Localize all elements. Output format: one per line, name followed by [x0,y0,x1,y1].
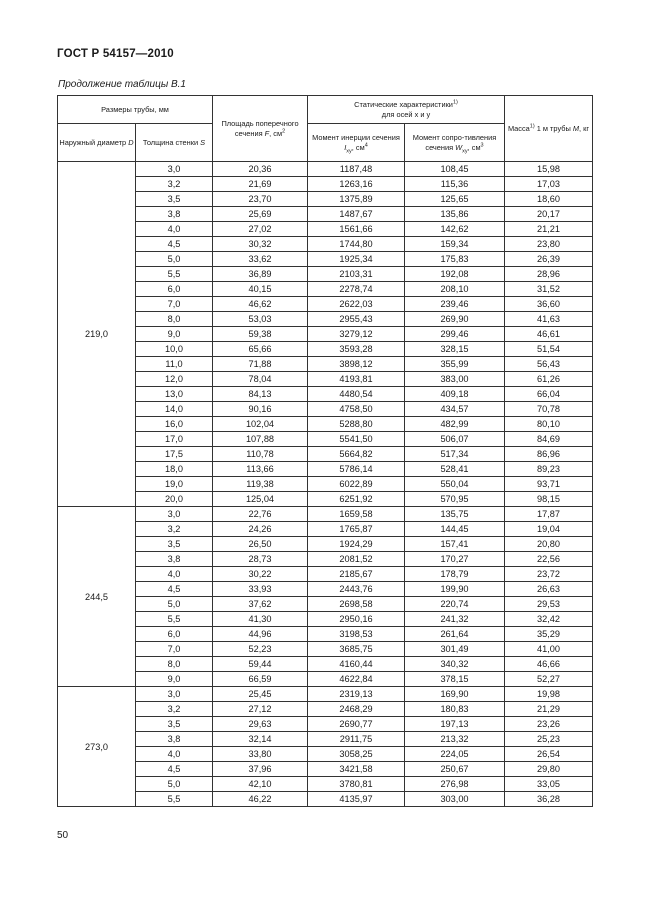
wall-thickness-cell: 19,0 [136,477,213,492]
moment-resistance-cell: 340,32 [405,657,505,672]
moment-inertia-cell: 4622,84 [308,672,405,687]
moment-inertia-cell: 1659,58 [308,507,405,522]
table-row [58,642,593,657]
area-cell: 20,36 [213,162,308,177]
mass-cell: 21,21 [505,222,593,237]
wall-thickness-cell: 9,0 [136,672,213,687]
wall-thickness-cell: 18,0 [136,462,213,477]
moment-inertia-cell: 2911,75 [308,732,405,747]
table-row [58,582,593,597]
table-row [58,552,593,567]
table-row [58,267,593,282]
area-cell: 52,23 [213,642,308,657]
wall-thickness-cell: 3,2 [136,522,213,537]
mass-cell: 15,98 [505,162,593,177]
moment-inertia-cell: 2081,52 [308,552,405,567]
moment-inertia-cell: 3279,12 [308,327,405,342]
wall-thickness-cell: 5,5 [136,792,213,807]
area-cell: 33,62 [213,252,308,267]
wall-thickness-cell: 3,2 [136,702,213,717]
wall-thickness-cell: 3,5 [136,717,213,732]
table-row [58,447,593,462]
area-cell: 125,04 [213,492,308,507]
outer-diameter-header: Наружный диаметр D [58,124,136,162]
moment-resistance-cell: 517,34 [405,447,505,462]
area-cell: 66,59 [213,672,308,687]
table-row [58,687,593,702]
mass-cell: 20,80 [505,537,593,552]
wall-thickness-cell: 8,0 [136,312,213,327]
mass-cell: 23,26 [505,717,593,732]
wall-thickness-cell: 10,0 [136,342,213,357]
moment-resistance-cell: 197,13 [405,717,505,732]
moment-resistance-cell: 208,10 [405,282,505,297]
moment-inertia-cell: 1925,34 [308,252,405,267]
wall-thickness-cell: 4,0 [136,567,213,582]
moment-inertia-cell: 3898,12 [308,357,405,372]
table-row [58,522,593,537]
moment-inertia-cell: 3421,58 [308,762,405,777]
wall-thickness-cell: 17,0 [136,432,213,447]
area-cell: 40,15 [213,282,308,297]
wall-thickness-cell: 3,8 [136,207,213,222]
area-cell: 41,30 [213,612,308,627]
mass-cell: 70,78 [505,402,593,417]
mass-cell: 66,04 [505,387,593,402]
area-cell: 46,22 [213,792,308,807]
mass-cell: 22,56 [505,552,593,567]
mass-cell: 18,60 [505,192,593,207]
moment-resistance-cell: 299,46 [405,327,505,342]
area-cell: 53,03 [213,312,308,327]
mass-cell: 46,66 [505,657,593,672]
wall-thickness-cell: 5,0 [136,252,213,267]
area-cell: 107,88 [213,432,308,447]
wall-thickness-cell: 7,0 [136,642,213,657]
moment-resistance-cell: 135,75 [405,507,505,522]
area-cell: 78,04 [213,372,308,387]
moment-inertia-cell: 2955,43 [308,312,405,327]
mass-cell: 41,63 [505,312,593,327]
moment-inertia-cell: 3058,25 [308,747,405,762]
moment-resistance-cell: 276,98 [405,777,505,792]
table-row [58,477,593,492]
moment-resistance-cell: 213,32 [405,732,505,747]
wall-thickness-cell: 9,0 [136,327,213,342]
wall-thickness-cell: 3,5 [136,537,213,552]
table-row [58,702,593,717]
wall-thickness-cell: 5,5 [136,267,213,282]
standard-number: ГОСТ Р 54157—2010 [57,48,174,60]
wall-thickness-cell: 3,0 [136,507,213,522]
mass-cell: 17,03 [505,177,593,192]
table-row [58,417,593,432]
moment-resistance-cell: 261,64 [405,627,505,642]
moment-inertia-cell: 2443,76 [308,582,405,597]
moment-resistance-cell: 482,99 [405,417,505,432]
moment-inertia-cell: 1187,48 [308,162,405,177]
area-cell: 32,14 [213,732,308,747]
moment-inertia-cell: 4193,81 [308,372,405,387]
wall-thickness-cell: 3,8 [136,732,213,747]
moment-resistance-cell: 192,08 [405,267,505,282]
moment-resistance-cell: 115,36 [405,177,505,192]
area-cell: 36,89 [213,267,308,282]
moment-resistance-cell: 199,90 [405,582,505,597]
table-row [58,507,593,522]
table-row [58,177,593,192]
table-row [58,747,593,762]
moment-inertia-cell: 5288,80 [308,417,405,432]
mass-cell: 84,69 [505,432,593,447]
table-row [58,777,593,792]
table-row [58,297,593,312]
moment-inertia-cell: 6251,92 [308,492,405,507]
wall-thickness-cell: 11,0 [136,357,213,372]
moment-resistance-cell: 239,46 [405,297,505,312]
table-row [58,717,593,732]
mass-cell: 26,54 [505,747,593,762]
moment-resistance-cell: 378,15 [405,672,505,687]
area-cell: 113,66 [213,462,308,477]
mass-header: Масса$^{1)}$ 1 м трубы M, кг [505,96,593,162]
mass-cell: 80,10 [505,417,593,432]
static-characteristics-header: Статические характеристики$^{1)}$ для осей x и y [308,96,505,124]
moment-inertia-cell: 2278,74 [308,282,405,297]
wall-thickness-cell: 12,0 [136,372,213,387]
area-cell: 90,16 [213,402,308,417]
mass-cell: 19,04 [505,522,593,537]
wall-thickness-cell: 3,0 [136,162,213,177]
area-cell: 27,12 [213,702,308,717]
mass-cell: 23,80 [505,237,593,252]
moment-resistance-cell: 170,27 [405,552,505,567]
moment-resistance-cell: 355,99 [405,357,505,372]
wall-thickness-cell: 20,0 [136,492,213,507]
table-row [58,672,593,687]
wall-thickness-cell: 13,0 [136,387,213,402]
moment-resistance-cell: 506,07 [405,432,505,447]
table-row [58,342,593,357]
table-row [58,237,593,252]
area-cell: 46,62 [213,297,308,312]
wall-thickness-cell: 5,5 [136,612,213,627]
wall-thickness-cell: 14,0 [136,402,213,417]
table-row [58,312,593,327]
area-cell: 26,50 [213,537,308,552]
area-cell: 65,66 [213,342,308,357]
mass-cell: 25,23 [505,732,593,747]
mass-cell: 31,52 [505,282,593,297]
moment-inertia-cell: 1924,29 [308,537,405,552]
wall-thickness-cell: 5,0 [136,597,213,612]
moment-inertia-cell: 2103,31 [308,267,405,282]
moment-inertia-cell: 6022,89 [308,477,405,492]
moment-inertia-cell: 5664,82 [308,447,405,462]
moment-resistance-cell: 142,62 [405,222,505,237]
table-row [58,357,593,372]
mass-cell: 61,26 [505,372,593,387]
moment-resistance-cell: 135,86 [405,207,505,222]
moment-resistance-cell: 178,79 [405,567,505,582]
moment-resistance-cell: 301,49 [405,642,505,657]
mass-cell: 98,15 [505,492,593,507]
area-cell: 30,22 [213,567,308,582]
area-cell: 21,69 [213,177,308,192]
mass-cell: 36,28 [505,792,593,807]
moment-inertia-cell: 4480,54 [308,387,405,402]
table-row [58,372,593,387]
area-cell: 44,96 [213,627,308,642]
moment-resistance-cell: 144,45 [405,522,505,537]
moment-inertia-cell: 2950,16 [308,612,405,627]
table-row [58,462,593,477]
moment-resistance-cell: 159,34 [405,237,505,252]
moment-resistance-cell: 269,90 [405,312,505,327]
table-row [58,327,593,342]
mass-cell: 28,96 [505,267,593,282]
wall-thickness-cell: 4,5 [136,762,213,777]
moment-resistance-cell: 224,05 [405,747,505,762]
area-cell: 25,45 [213,687,308,702]
pipe-sizes-header: Размеры трубы, мм [58,96,213,124]
wall-thickness-cell: 16,0 [136,417,213,432]
table-row [58,567,593,582]
mass-cell: 35,29 [505,627,593,642]
moment-inertia-cell: 4135,97 [308,792,405,807]
moment-inertia-cell: 2319,13 [308,687,405,702]
area-cell: 59,38 [213,327,308,342]
table-row [58,432,593,447]
table-body [58,162,593,807]
moment-resistance-cell: 550,04 [405,477,505,492]
table-row [58,192,593,207]
moment-inertia-cell: 1487,67 [308,207,405,222]
pipe-characteristics-table [57,95,593,807]
table-row [58,627,593,642]
table-row [58,222,593,237]
moment-inertia-cell: 1744,80 [308,237,405,252]
moment-resistance-cell: 434,57 [405,402,505,417]
mass-cell: 29,53 [505,597,593,612]
area-cell: 33,80 [213,747,308,762]
table-continuation-caption: Продолжение таблицы В.1 [58,79,186,90]
moment-resistance-cell: 328,15 [405,342,505,357]
area-cell: 27,02 [213,222,308,237]
mass-cell: 23,72 [505,567,593,582]
area-cell: 23,70 [213,192,308,207]
mass-cell: 17,87 [505,507,593,522]
moment-inertia-header: Момент инерции сечения $I_{xy}$, $см^4$ [308,124,405,162]
table-row [58,492,593,507]
moment-inertia-cell: 3780,81 [308,777,405,792]
mass-cell: 21,29 [505,702,593,717]
moment-resistance-cell: 303,00 [405,792,505,807]
wall-thickness-cell: 4,5 [136,582,213,597]
moment-resistance-cell: 157,41 [405,537,505,552]
mass-cell: 41,00 [505,642,593,657]
wall-thickness-cell: 17,5 [136,447,213,462]
wall-thickness-cell: 7,0 [136,297,213,312]
wall-thickness-cell: 6,0 [136,627,213,642]
area-cell: 102,04 [213,417,308,432]
table-row [58,402,593,417]
moment-resistance-cell: 528,41 [405,462,505,477]
moment-resistance-cell: 241,32 [405,612,505,627]
wall-thickness-header: Толщина стенки S [136,124,213,162]
moment-inertia-cell: 2622,03 [308,297,405,312]
moment-resistance-cell: 383,00 [405,372,505,387]
mass-cell: 86,96 [505,447,593,462]
table-row [58,537,593,552]
table-row [58,762,593,777]
moment-inertia-cell: 2468,29 [308,702,405,717]
page-number: 50 [57,830,69,841]
area-cell: 25,69 [213,207,308,222]
wall-thickness-cell: 4,5 [136,237,213,252]
table-row [58,612,593,627]
moment-resistance-cell: 180,83 [405,702,505,717]
moment-resistance-cell: 570,95 [405,492,505,507]
table-row [58,282,593,297]
mass-cell: 32,42 [505,612,593,627]
wall-thickness-cell: 3,0 [136,687,213,702]
area-cell: 28,73 [213,552,308,567]
moment-resistance-cell: 108,45 [405,162,505,177]
moment-resistance-cell: 220,74 [405,597,505,612]
moment-resistance-cell: 125,65 [405,192,505,207]
moment-inertia-cell: 2698,58 [308,597,405,612]
moment-resistance-cell: 175,83 [405,252,505,267]
mass-cell: 52,27 [505,672,593,687]
table-row [58,792,593,807]
mass-cell: 36,60 [505,297,593,312]
outer-diameter-cell: 219,0 [58,162,136,507]
mass-cell: 93,71 [505,477,593,492]
area-header: Площадь поперечного сечения F, $см^2$ [213,96,308,162]
moment-resistance-header: Момент сопро-тивления сечения $W_{xy}$, $см^3$ [405,124,505,162]
wall-thickness-cell: 8,0 [136,657,213,672]
moment-inertia-cell: 2185,67 [308,567,405,582]
wall-thickness-cell: 5,0 [136,777,213,792]
wall-thickness-cell: 3,2 [136,177,213,192]
area-cell: 119,38 [213,477,308,492]
area-cell: 24,26 [213,522,308,537]
area-cell: 37,96 [213,762,308,777]
area-cell: 30,32 [213,237,308,252]
moment-inertia-cell: 4160,44 [308,657,405,672]
moment-inertia-cell: 5786,14 [308,462,405,477]
wall-thickness-cell: 4,0 [136,747,213,762]
mass-cell: 46,61 [505,327,593,342]
outer-diameter-cell: 273,0 [58,687,136,807]
table-row [58,732,593,747]
table-row [58,207,593,222]
moment-inertia-cell: 3685,75 [308,642,405,657]
moment-inertia-cell: 1561,66 [308,222,405,237]
area-cell: 71,88 [213,357,308,372]
area-cell: 37,62 [213,597,308,612]
mass-cell: 20,17 [505,207,593,222]
moment-inertia-cell: 3593,28 [308,342,405,357]
moment-inertia-cell: 4758,50 [308,402,405,417]
moment-inertia-cell: 3198,53 [308,627,405,642]
mass-cell: 89,23 [505,462,593,477]
moment-inertia-cell: 5541,50 [308,432,405,447]
mass-cell: 19,98 [505,687,593,702]
mass-cell: 51,54 [505,342,593,357]
area-cell: 110,78 [213,447,308,462]
moment-inertia-cell: 2690,77 [308,717,405,732]
outer-diameter-cell: 244,5 [58,507,136,687]
table-row [58,657,593,672]
area-cell: 42,10 [213,777,308,792]
mass-cell: 26,39 [505,252,593,267]
wall-thickness-cell: 3,8 [136,552,213,567]
wall-thickness-cell: 4,0 [136,222,213,237]
table-row [58,597,593,612]
wall-thickness-cell: 3,5 [136,192,213,207]
table-row [58,162,593,177]
moment-inertia-cell: 1765,87 [308,522,405,537]
area-cell: 59,44 [213,657,308,672]
mass-cell: 29,80 [505,762,593,777]
area-cell: 22,76 [213,507,308,522]
moment-resistance-cell: 169,90 [405,687,505,702]
mass-cell: 33,05 [505,777,593,792]
area-cell: 33,93 [213,582,308,597]
moment-resistance-cell: 409,18 [405,387,505,402]
moment-inertia-cell: 1375,89 [308,192,405,207]
area-cell: 84,13 [213,387,308,402]
table-row [58,252,593,267]
table-row [58,387,593,402]
mass-cell: 56,43 [505,357,593,372]
moment-inertia-cell: 1263,16 [308,177,405,192]
wall-thickness-cell: 6,0 [136,282,213,297]
moment-resistance-cell: 250,67 [405,762,505,777]
area-cell: 29,63 [213,717,308,732]
mass-cell: 26,63 [505,582,593,597]
